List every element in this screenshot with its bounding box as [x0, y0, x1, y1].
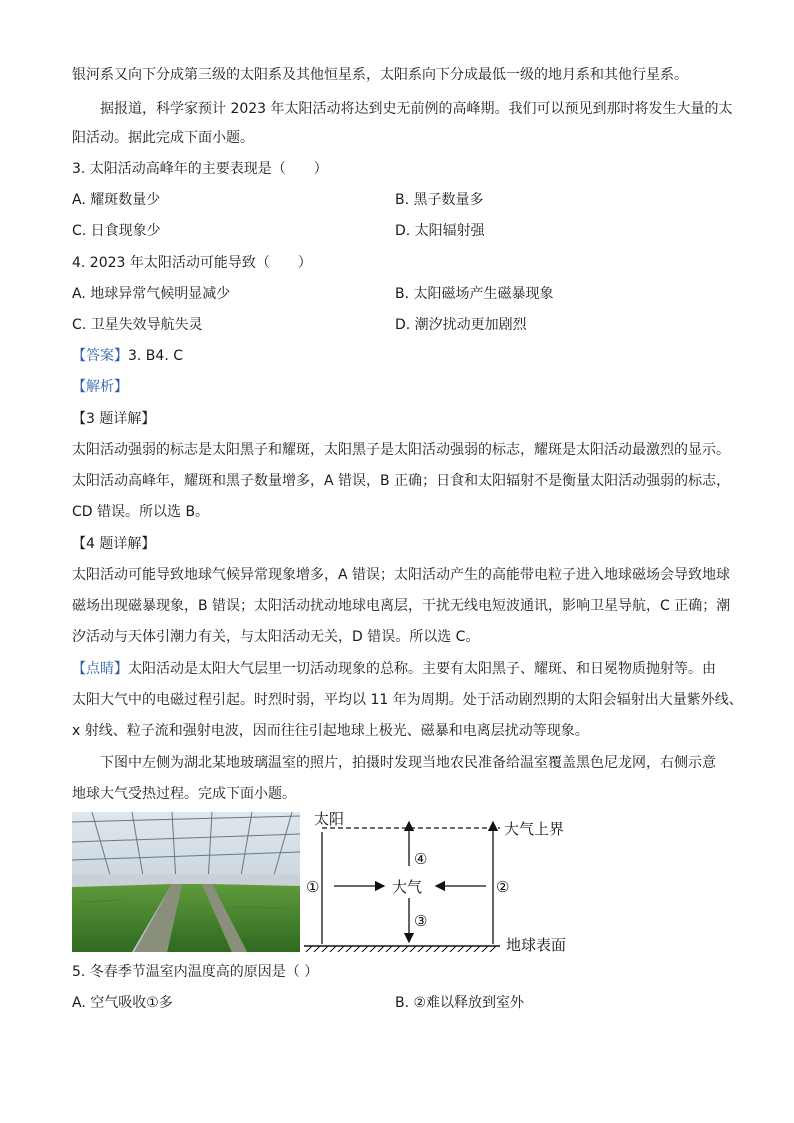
detail-3-line: 太阳活动强弱的标志是太阳黑子和耀斑，太阳黑子是太阳活动强弱的标志，耀斑是太阳活动最激烈的显示。 [72, 442, 730, 458]
tip-label: 【点睛】 [72, 661, 128, 677]
label-2: ② [496, 878, 510, 896]
option-3a: A. 耀斑数量少 [72, 192, 161, 208]
detail-3-label: 【3 题详解】 [72, 411, 156, 427]
sun-label: 太阳 [314, 810, 345, 828]
paragraph-line: 地球大气受热过程。完成下面小题。 [72, 786, 296, 802]
question-5: 5. 冬春季节温室内温度高的原因是（ ） [72, 964, 319, 980]
answer-line [72, 346, 183, 366]
label-1: ① [306, 878, 320, 896]
greenhouse-photo [72, 812, 300, 952]
label-3: ③ [414, 912, 428, 930]
detail-4-line: 汐活动与天体引潮力有关，与太阳活动无关，D 错误。所以选 C。 [72, 629, 480, 645]
option-5b: B. ②难以释放到室外 [395, 995, 525, 1011]
atmosphere-label: 大气 [392, 878, 423, 896]
surface-label: 地球表面 [506, 936, 567, 954]
detail-3-line: CD 错误。所以选 B。 [72, 504, 210, 520]
option-5a: A. 空气吸收①多 [72, 995, 173, 1011]
analysis-label: 【解析】 [72, 379, 128, 395]
detail-3-line: 太阳活动高峰年，耀斑和黑子数量增多，A 错误，B 正确；日食和太阳辐射不是衡量太阳活动强弱的标志， [72, 473, 731, 489]
option-4a: A. 地球异常气候明显减少 [72, 286, 231, 302]
paragraph-line: 据报道，科学家预计 2023 年太阳活动将达到史无前例的高峰期。我们可以预见到那时将发生大量的太 [100, 101, 733, 117]
paragraph-line: 阳活动。据此完成下面小题。 [72, 130, 254, 146]
tip-line: 太阳大气中的电磁过程引起。时烈时弱，平均以 11 年为周期。处于活动剧烈期的太阳会辐射出大量紫外线、 [72, 692, 743, 708]
answer-value: 3. B4. C [128, 348, 183, 364]
top-boundary-label: 大气上界 [504, 820, 565, 838]
atmosphere-heating-diagram [300, 806, 590, 958]
detail-4-label: 【4 题详解】 [72, 536, 156, 552]
question-4: 4. 2023 年太阳活动可能导致（ ） [72, 255, 312, 271]
paragraph-line: 下图中左侧为湖北某地玻璃温室的照片，拍摄时发现当地农民准备给温室覆盖黑色尼龙网，右侧示意 [100, 755, 716, 771]
tip-text: 太阳活动是太阳大气层里一切活动现象的总称。主要有太阳黑子、耀斑、和日冕物质抛射等。由 [128, 661, 716, 677]
detail-4-line: 磁场出现磁暴现象，B 错误；太阳活动扰动地球电离层，干扰无线电短波通讯，影响卫星导航，C 正确；潮 [72, 598, 731, 614]
label-4: ④ [414, 850, 428, 868]
option-3c: C. 日食现象少 [72, 223, 161, 239]
tip-line [72, 659, 716, 679]
paragraph-line: 银河系又向下分成第三级的太阳系及其他恒星系，太阳系向下分成最低一级的地月系和其他行星系。 [72, 67, 688, 83]
ground-hatching [306, 946, 496, 952]
option-4d: D. 潮汐扰动更加剧烈 [395, 317, 527, 333]
answer-label: 【答案】 [72, 348, 128, 364]
tip-line: x 射线、粒子流和强射电波，因而往往引起地球上极光、磁暴和电离层扰动等现象。 [72, 723, 589, 739]
option-3d: D. 太阳辐射强 [395, 223, 485, 239]
option-3b: B. 黑子数量多 [395, 192, 484, 208]
detail-4-line: 太阳活动可能导致地球气候异常现象增多，A 错误；太阳活动产生的高能带电粒子进入地球磁场会导致地球 [72, 567, 731, 583]
option-4c: C. 卫星失效导航失灵 [72, 317, 203, 333]
question-3: 3. 太阳活动高峰年的主要表现是（ ） [72, 161, 328, 177]
option-4b: B. 太阳磁场产生磁暴现象 [395, 286, 554, 302]
